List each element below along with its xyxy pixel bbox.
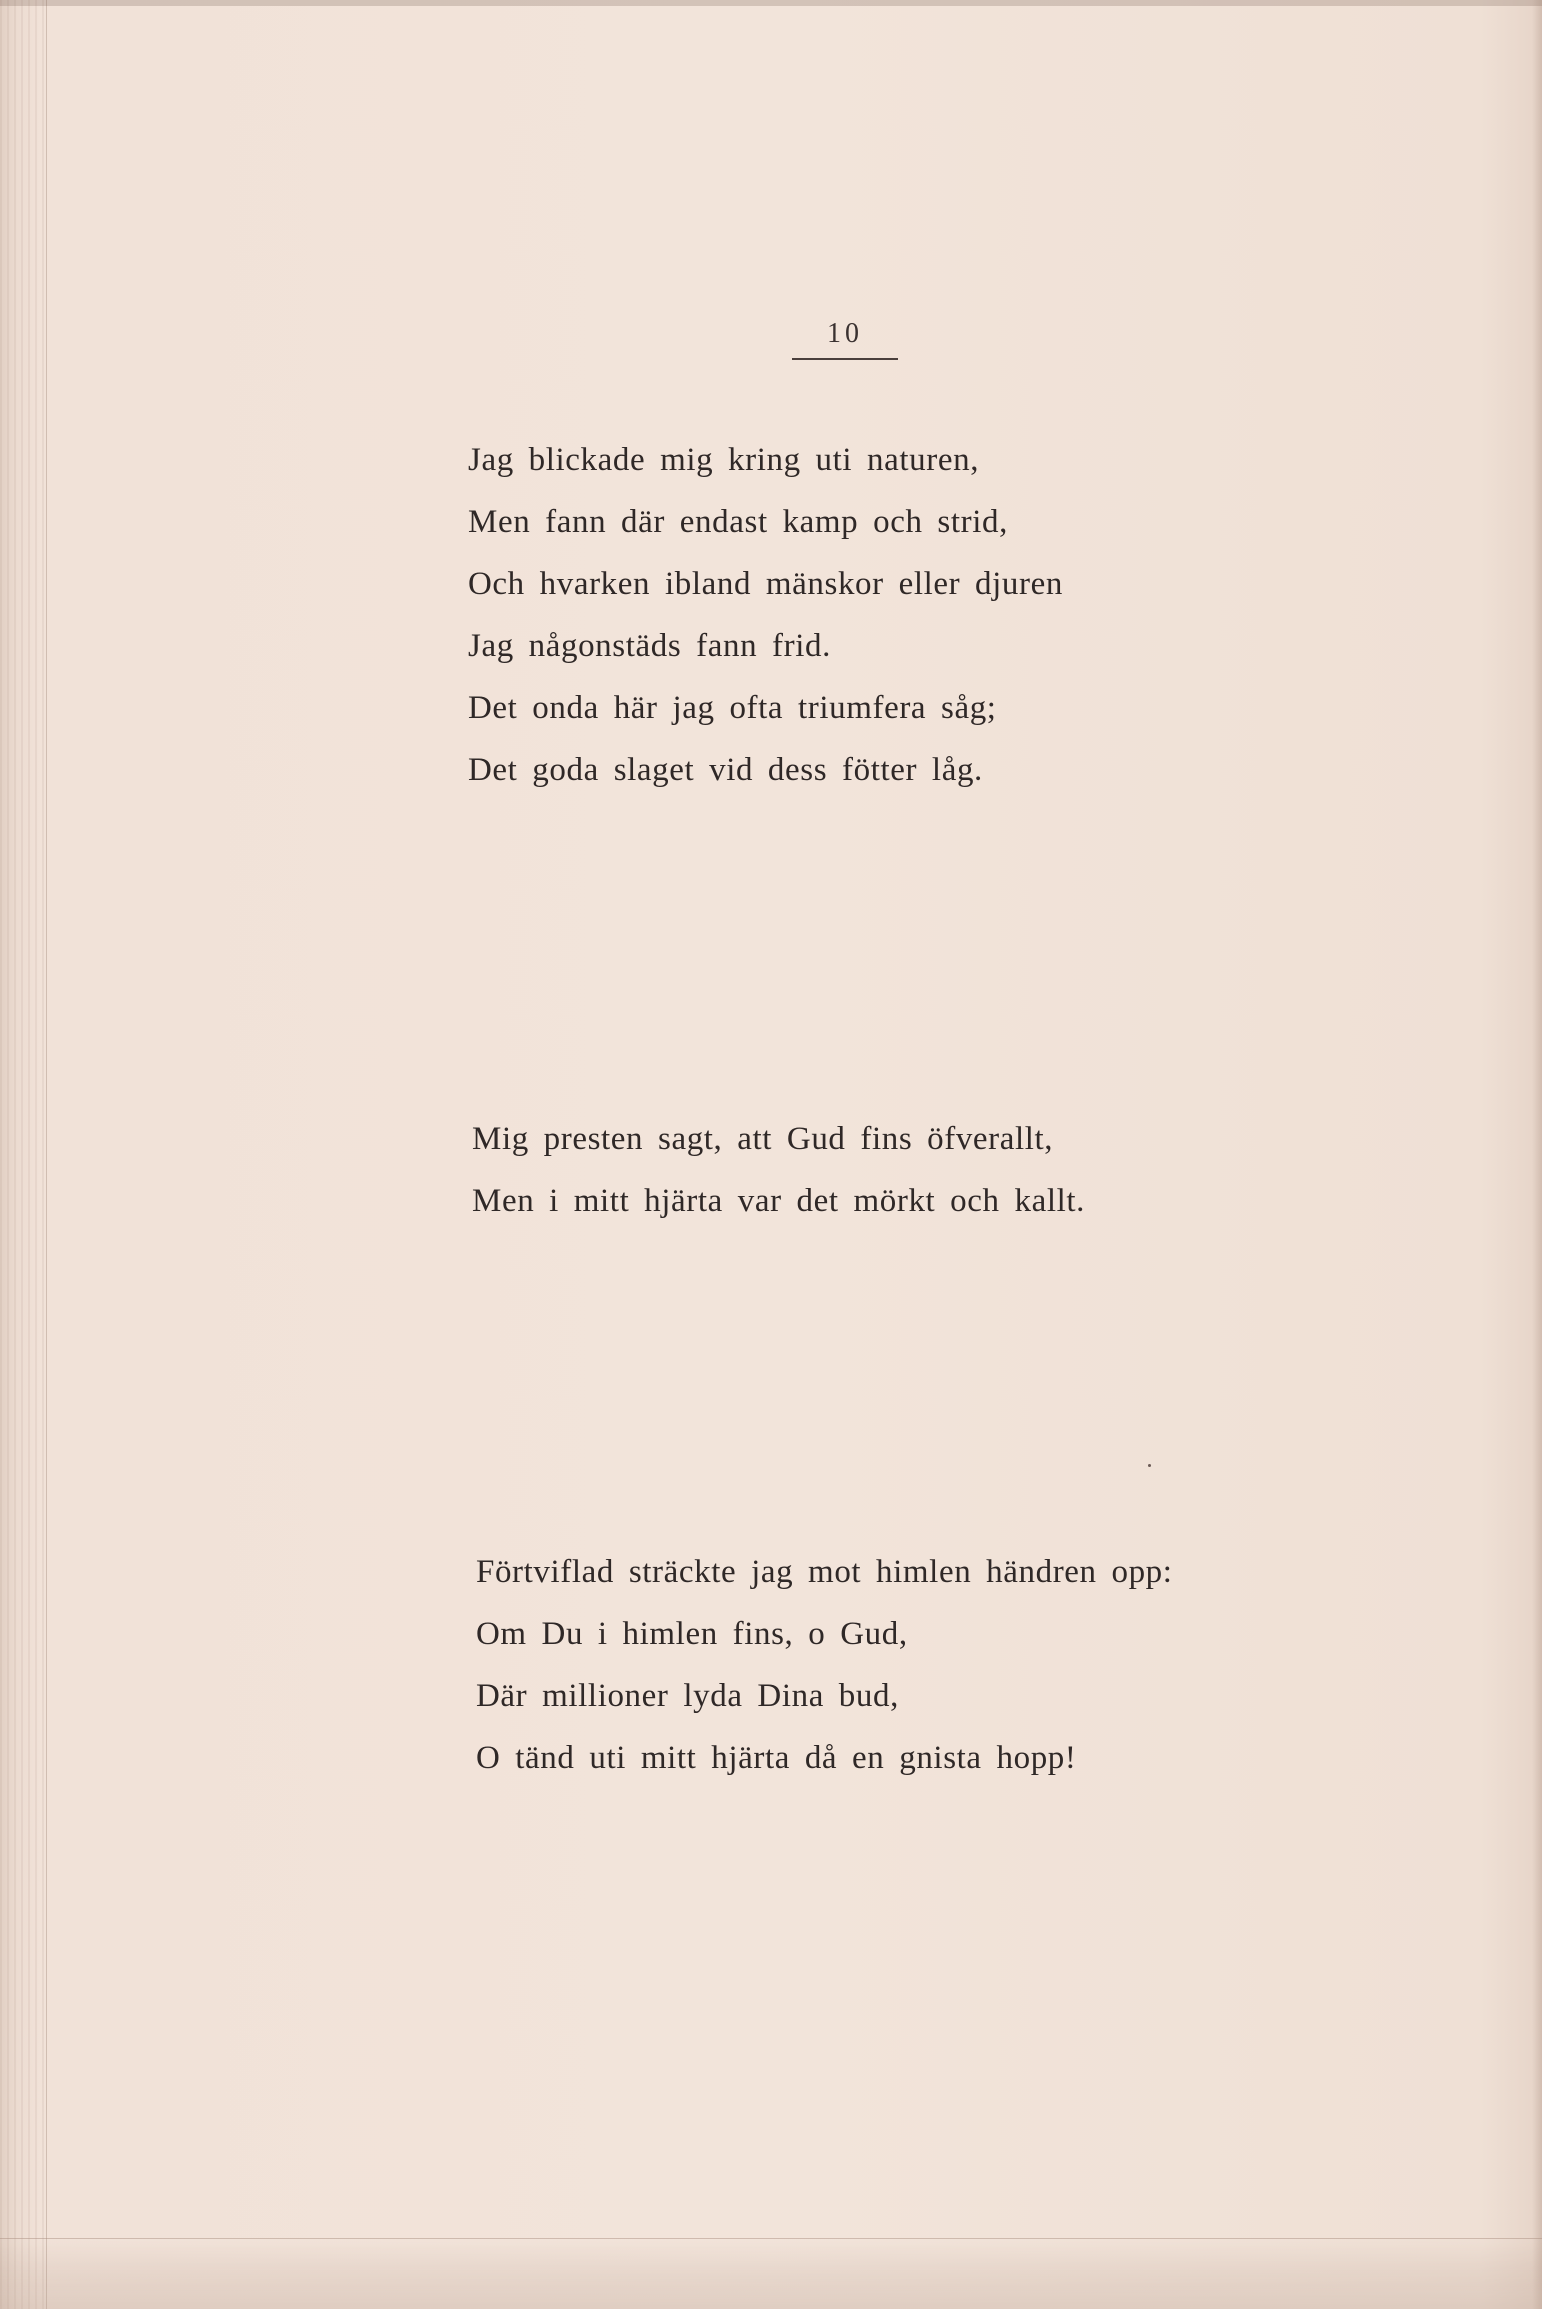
page-top-edge <box>0 0 1542 6</box>
page-number-rule <box>792 358 898 360</box>
paper-speck <box>1148 1464 1151 1467</box>
poem-line: Men i mitt hjärta var det mörkt och kallt. <box>472 1183 1085 1219</box>
poem-line: Och hvarken ibland mänskor eller djuren <box>468 566 1063 602</box>
poem-line: Men fann där endast kamp och strid, <box>468 504 1008 540</box>
poem-line: Om Du i himlen fins, o Gud, <box>476 1616 908 1652</box>
poem-line: Det goda slaget vid dess fötter låg. <box>468 752 983 788</box>
page-binding-edge <box>0 0 47 2309</box>
poem-stanza-2 <box>472 1108 1085 1232</box>
poem-line: Där millioner lyda Dina bud, <box>476 1678 899 1714</box>
poem-line: O tänd uti mitt hjärta då en gnista hopp! <box>476 1740 1077 1776</box>
page-bottom-edge <box>0 2238 1542 2309</box>
poem-line: Jag någonstäds fann frid. <box>468 628 831 664</box>
poem-line: Det onda här jag ofta triumfera såg; <box>468 690 997 726</box>
poem-line: Jag blickade mig kring uti naturen, <box>468 442 980 478</box>
poem-stanza-3 <box>476 1541 1173 1789</box>
page-right-edge <box>1532 0 1542 2309</box>
poem-stanza-1 <box>468 429 1063 801</box>
poem-line: Förtviflad sträckte jag mot himlen händren opp: <box>476 1554 1173 1590</box>
poem-line: Mig presten sagt, att Gud fins öfverallt, <box>472 1121 1054 1157</box>
page-number: 10 <box>827 318 863 349</box>
